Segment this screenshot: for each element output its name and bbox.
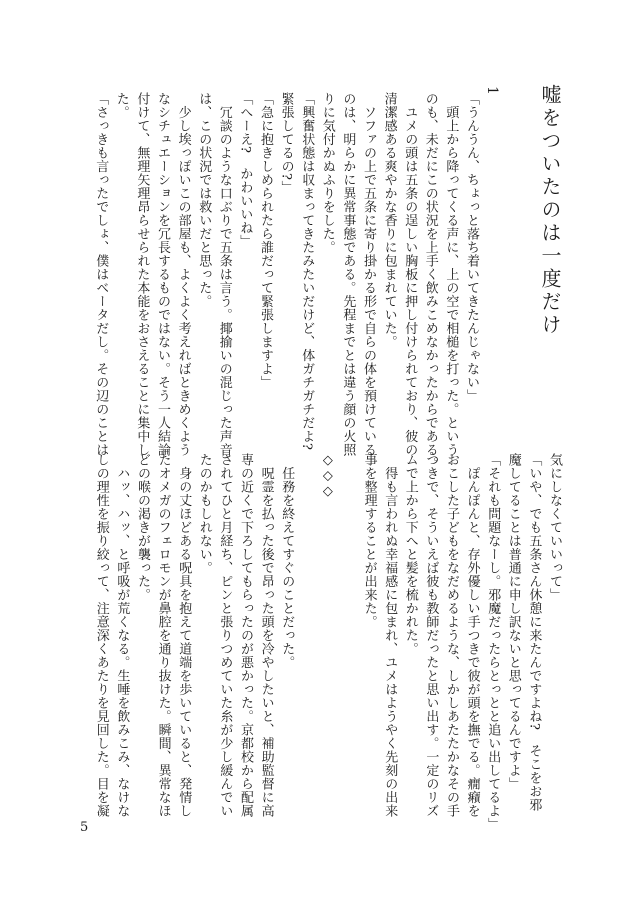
text-line: 事を整理することが出来た。 bbox=[361, 453, 377, 629]
text-line: 頭上から降ってくる声に、上の空で相槌を打った。という bbox=[443, 92, 459, 457]
text-line: しの理性を振り絞って、注意深くあたりを見回した。目を凝 bbox=[93, 453, 109, 818]
text-line: ユメの頭は五条の逞しい胸板に押し付けられており、彼の bbox=[402, 92, 418, 457]
text-line: たのかもしれない。 bbox=[196, 453, 212, 575]
chapter-number: 1 bbox=[484, 86, 500, 95]
text-line: ◇◇◇ bbox=[320, 453, 336, 500]
text-line: おこした子どもをなだめるような、しかしあたたかなその手 bbox=[444, 453, 459, 818]
text-line: 「興奮状態は収まってきたみたいだけど、体ガチガチだよ? bbox=[299, 92, 315, 451]
text-line: 「それも問題なーし。邪魔だったらとっとと追い出してるよ」 bbox=[485, 453, 501, 831]
text-line: どの喉の渇きが襲った。 bbox=[135, 453, 150, 602]
text-line: りに気付かぬふりをした。 bbox=[319, 92, 335, 254]
text-line: 冗談のような口ぶりで五条は言う。揶揄いの混じった声音 bbox=[216, 92, 232, 457]
text-line: 少し埃っぽいこの部屋も、よくよく考えればときめくよう bbox=[175, 92, 191, 457]
text-line: なシチュエーションを冗長するものではない。そう一人結論 bbox=[155, 92, 170, 457]
text-line: されてひと月経ち、ピンと張りつめていた糸が少し緩んでい bbox=[217, 453, 233, 818]
text-line: のも、未だにこの状況を上手く飲みこめなかったからである。 bbox=[422, 92, 438, 470]
text-line: ソファの上で五条に寄り掛かる形で自らの体を預けている bbox=[361, 92, 376, 457]
story-title: 嘘をついたのは一度だけ bbox=[538, 84, 562, 337]
text-line: 「うんうん、ちょっと落ち着いてきたんじゃない」 bbox=[464, 92, 479, 403]
text-line: ムで上から下へと髪を梳かれた。 bbox=[402, 453, 418, 656]
text-line: ぽんぽんと、存外優しい手つきで彼が頭を撫でる。癇癪を bbox=[464, 453, 480, 818]
text-line: 身の丈ほどある呪具を抱えて道端を歩いていると、発情し bbox=[176, 453, 192, 818]
text-line: ハッ、ハッ、と呼吸が荒くなる。生唾を飲みこみ、なけな bbox=[114, 453, 130, 818]
text-line: つきで、そういえば彼も教師だったと思い出す。一定のリズ bbox=[423, 453, 439, 818]
text-line: 付けて、無理矢理昂らせられた本能をおさえることに集中し bbox=[134, 92, 150, 457]
text-line: 「さっきも言ったでしょ、僕はベータだし。その辺のことは bbox=[93, 92, 109, 457]
text-line: 魔してることは普通に申し訳ないと思ってるんですよ」 bbox=[505, 453, 521, 791]
text-line: 「いや、でも五条さん休憩に来たんですよね? そこをお邪 bbox=[526, 453, 542, 812]
text-line: 専の近くで下ろしてもらったのが悪かった。京都校から配属 bbox=[238, 453, 253, 818]
text-line: たオメガのフェロモンが鼻腔を通り抜けた。瞬間、異常なほ bbox=[155, 453, 171, 818]
text-line: 緊張してるの?」 bbox=[278, 92, 294, 194]
text-line: た。 bbox=[113, 92, 129, 119]
text-line: 呪霊を払った後で昂った頭を冷やしたいと、補助監督に高 bbox=[258, 453, 274, 818]
page-number: 5 bbox=[80, 820, 89, 835]
text-line: 気にしなくていいって」 bbox=[547, 453, 562, 602]
text-line: 「急に抱きしめられたら誰だって緊張しますよ」 bbox=[258, 92, 273, 389]
text-line: 「へーえ? かわいいね」 bbox=[237, 92, 253, 248]
text-line: 任務を終えてすぐのことだった。 bbox=[279, 453, 295, 669]
text-line: 得も言われぬ幸福感に包まれ、ユメはようやく先刻の出来 bbox=[382, 453, 398, 818]
text-line: のは、明らかに異常事態である。先程までとは違う顔の火照 bbox=[340, 92, 356, 457]
text-line: 清潔感ある爽やかな香りに包まれていた。 bbox=[381, 92, 397, 349]
text-line: は、この状況では救いだと思った。 bbox=[196, 92, 212, 308]
